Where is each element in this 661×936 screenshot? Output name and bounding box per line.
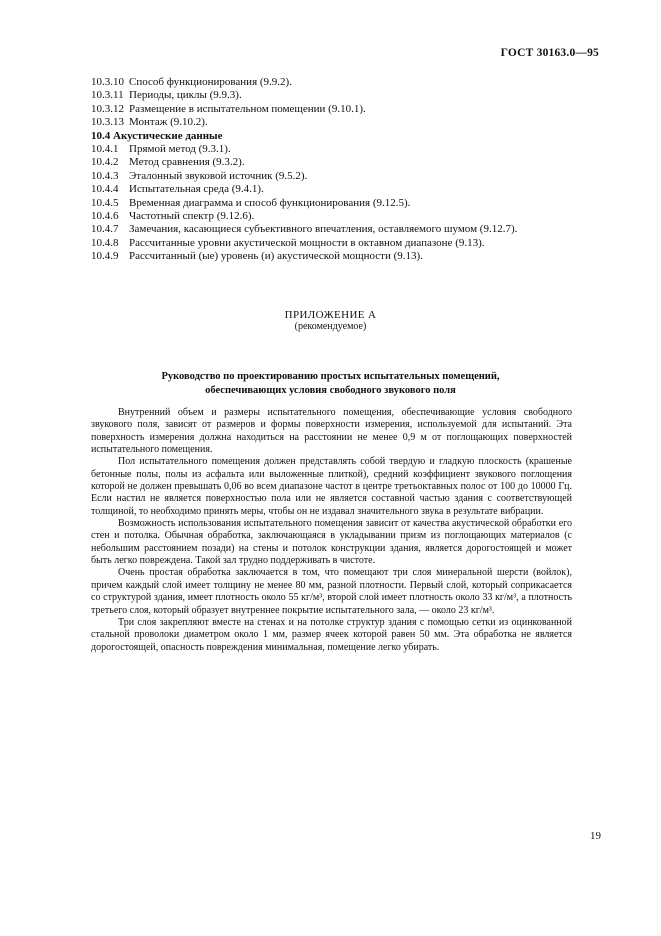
- toc-text: Размещение в испытательном помещении (9.10.1).: [129, 102, 366, 115]
- toc-number: 10.3.11: [91, 89, 124, 102]
- appendix-heading: [90, 370, 571, 397]
- toc-item: [91, 156, 591, 169]
- toc-number: 10.4.5: [91, 196, 119, 209]
- page-number: 19: [590, 830, 601, 842]
- paragraph: Пол испытательного помещения должен представлять собой твердую и гладкую плоскость (крашеные бетонные полы, полы из асфальта или выложенные плиткой), средний коэффициент звукового поглощения которой не должен превышать 0,06 во всем диапазоне частот в центре третьоктавных полос от 100 до 10000 Гц. Если настил не является поверхностью пола или не является составной частью здания с соответствующей толщиной, то необходимо принять меры, чтобы он не издавал значительного звука в результате вибрации.: [91, 456, 572, 517]
- toc-number: 10.4.4: [91, 183, 119, 196]
- toc-text: Испытательная среда (9.4.1).: [129, 183, 264, 196]
- toc-text: Эталонный звуковой источник (9.5.2).: [129, 169, 308, 182]
- toc-item: [91, 76, 591, 89]
- toc-item: [91, 183, 591, 196]
- toc-number: 10.4.8: [91, 236, 119, 249]
- toc-item: [91, 143, 591, 156]
- toc-number: 10.4.3: [91, 169, 119, 182]
- toc-text: Способ функционирования (9.9.2).: [129, 76, 292, 88]
- paragraph: Очень простая обработка заключается в том, что помещают три слоя минеральной шерсти (войлок), причем каждый слой имеет толщину не менее 80 мм, разной плотности. Первый слой, который соприкасается со структурой здания, имеет плотность около 55 кг/м³, второй слой имеет плотность около 33 кг/м³, а плотность третьего слоя, который образует внутреннее покрытие испытательного зала, — около 23 кг/м³.: [91, 567, 572, 616]
- appendix-subtitle: (рекомендуемое): [294, 321, 367, 332]
- toc-number: 10.4.7: [91, 223, 119, 236]
- toc-item: [91, 197, 591, 210]
- toc-item: [91, 170, 591, 183]
- toc-item: [91, 103, 591, 116]
- toc-item: [91, 250, 591, 263]
- toc-text: Метод сравнения (9.3.2).: [129, 156, 245, 169]
- toc-number: 10.4.2: [91, 156, 119, 169]
- toc-item: [91, 210, 591, 223]
- toc-item: [91, 223, 591, 236]
- heading-line: Руководство по проектированию простых испытательных помещений,: [161, 371, 500, 382]
- paragraph: Возможность использования испытательного помещения зависит от качества акустической обработки его стен и потолка. Обычная обработка, заключающаяся в укладывании призм из поглощающих материалов (с небольшим расстоянием позади) на стены и потолок конструкции здания, является дорогостоящей и может быть легко повреждена. Такой зал трудно поддерживать в чистоте.: [91, 518, 572, 567]
- body-text: [91, 407, 572, 654]
- paragraph: Внутренний объем и размеры испытательного помещения, обеспечивающие условия свободного звукового поля, зависят от размеров и формы поверхности измерения, используемой для испытаний. Эта поверхность измерения должна находиться на расстоянии не менее 0,9 м от поглощающих поверхностей испытательного помещения.: [91, 407, 572, 456]
- toc-item: [91, 237, 591, 250]
- heading-line: обеспечивающих условия свободного звукового поля: [205, 384, 456, 396]
- toc-text: Временная диаграмма и способ функционирования (9.12.5).: [129, 196, 411, 209]
- toc-text: Монтаж (9.10.2).: [129, 116, 208, 129]
- paragraph: Три слоя закрепляют вместе на стенах и на потолке структур здания с помощью сетки из оцинкованной стальной проволоки диаметром около 1 мм, размер ячеек которой равен 50 мм. Эта обработка не является дорогостоящей, опасность повреждения минимальная, помещение легко убирать.: [91, 616, 572, 653]
- toc-item: [91, 116, 591, 129]
- toc-number: 10.3.10: [91, 76, 124, 88]
- toc-text: Частотный спектр (9.12.6).: [129, 210, 255, 223]
- standard-header: ГОСТ 30163.0—95: [500, 47, 599, 59]
- toc-number: 10.3.13: [91, 116, 124, 129]
- toc-text: Рассчитанный (ые) уровень (и) акустической мощности (9.13).: [129, 250, 423, 263]
- toc-section-heading: [91, 130, 591, 143]
- toc-item: [91, 89, 591, 102]
- toc-text: Прямой метод (9.3.1).: [129, 143, 231, 156]
- toc-text: Акустические данные: [113, 129, 223, 142]
- toc-number: 10.3.12: [91, 102, 124, 115]
- toc-text: Замечания, касающиеся субъективного впечатления, оставляемого шумом (9.12.7).: [129, 223, 518, 236]
- toc-number: 10.4: [91, 129, 111, 142]
- toc-number: 10.4.9: [91, 250, 119, 263]
- toc-text: Периоды, циклы (9.9.3).: [129, 89, 242, 102]
- toc-number: 10.4.1: [91, 143, 119, 156]
- appendix-title: ПРИЛОЖЕНИЕ А: [284, 309, 377, 321]
- toc-number: 10.4.6: [91, 210, 119, 223]
- toc-text: Рассчитанные уровни акустической мощности в октавном диапазоне (9.13).: [129, 236, 485, 249]
- toc-list: [91, 76, 591, 264]
